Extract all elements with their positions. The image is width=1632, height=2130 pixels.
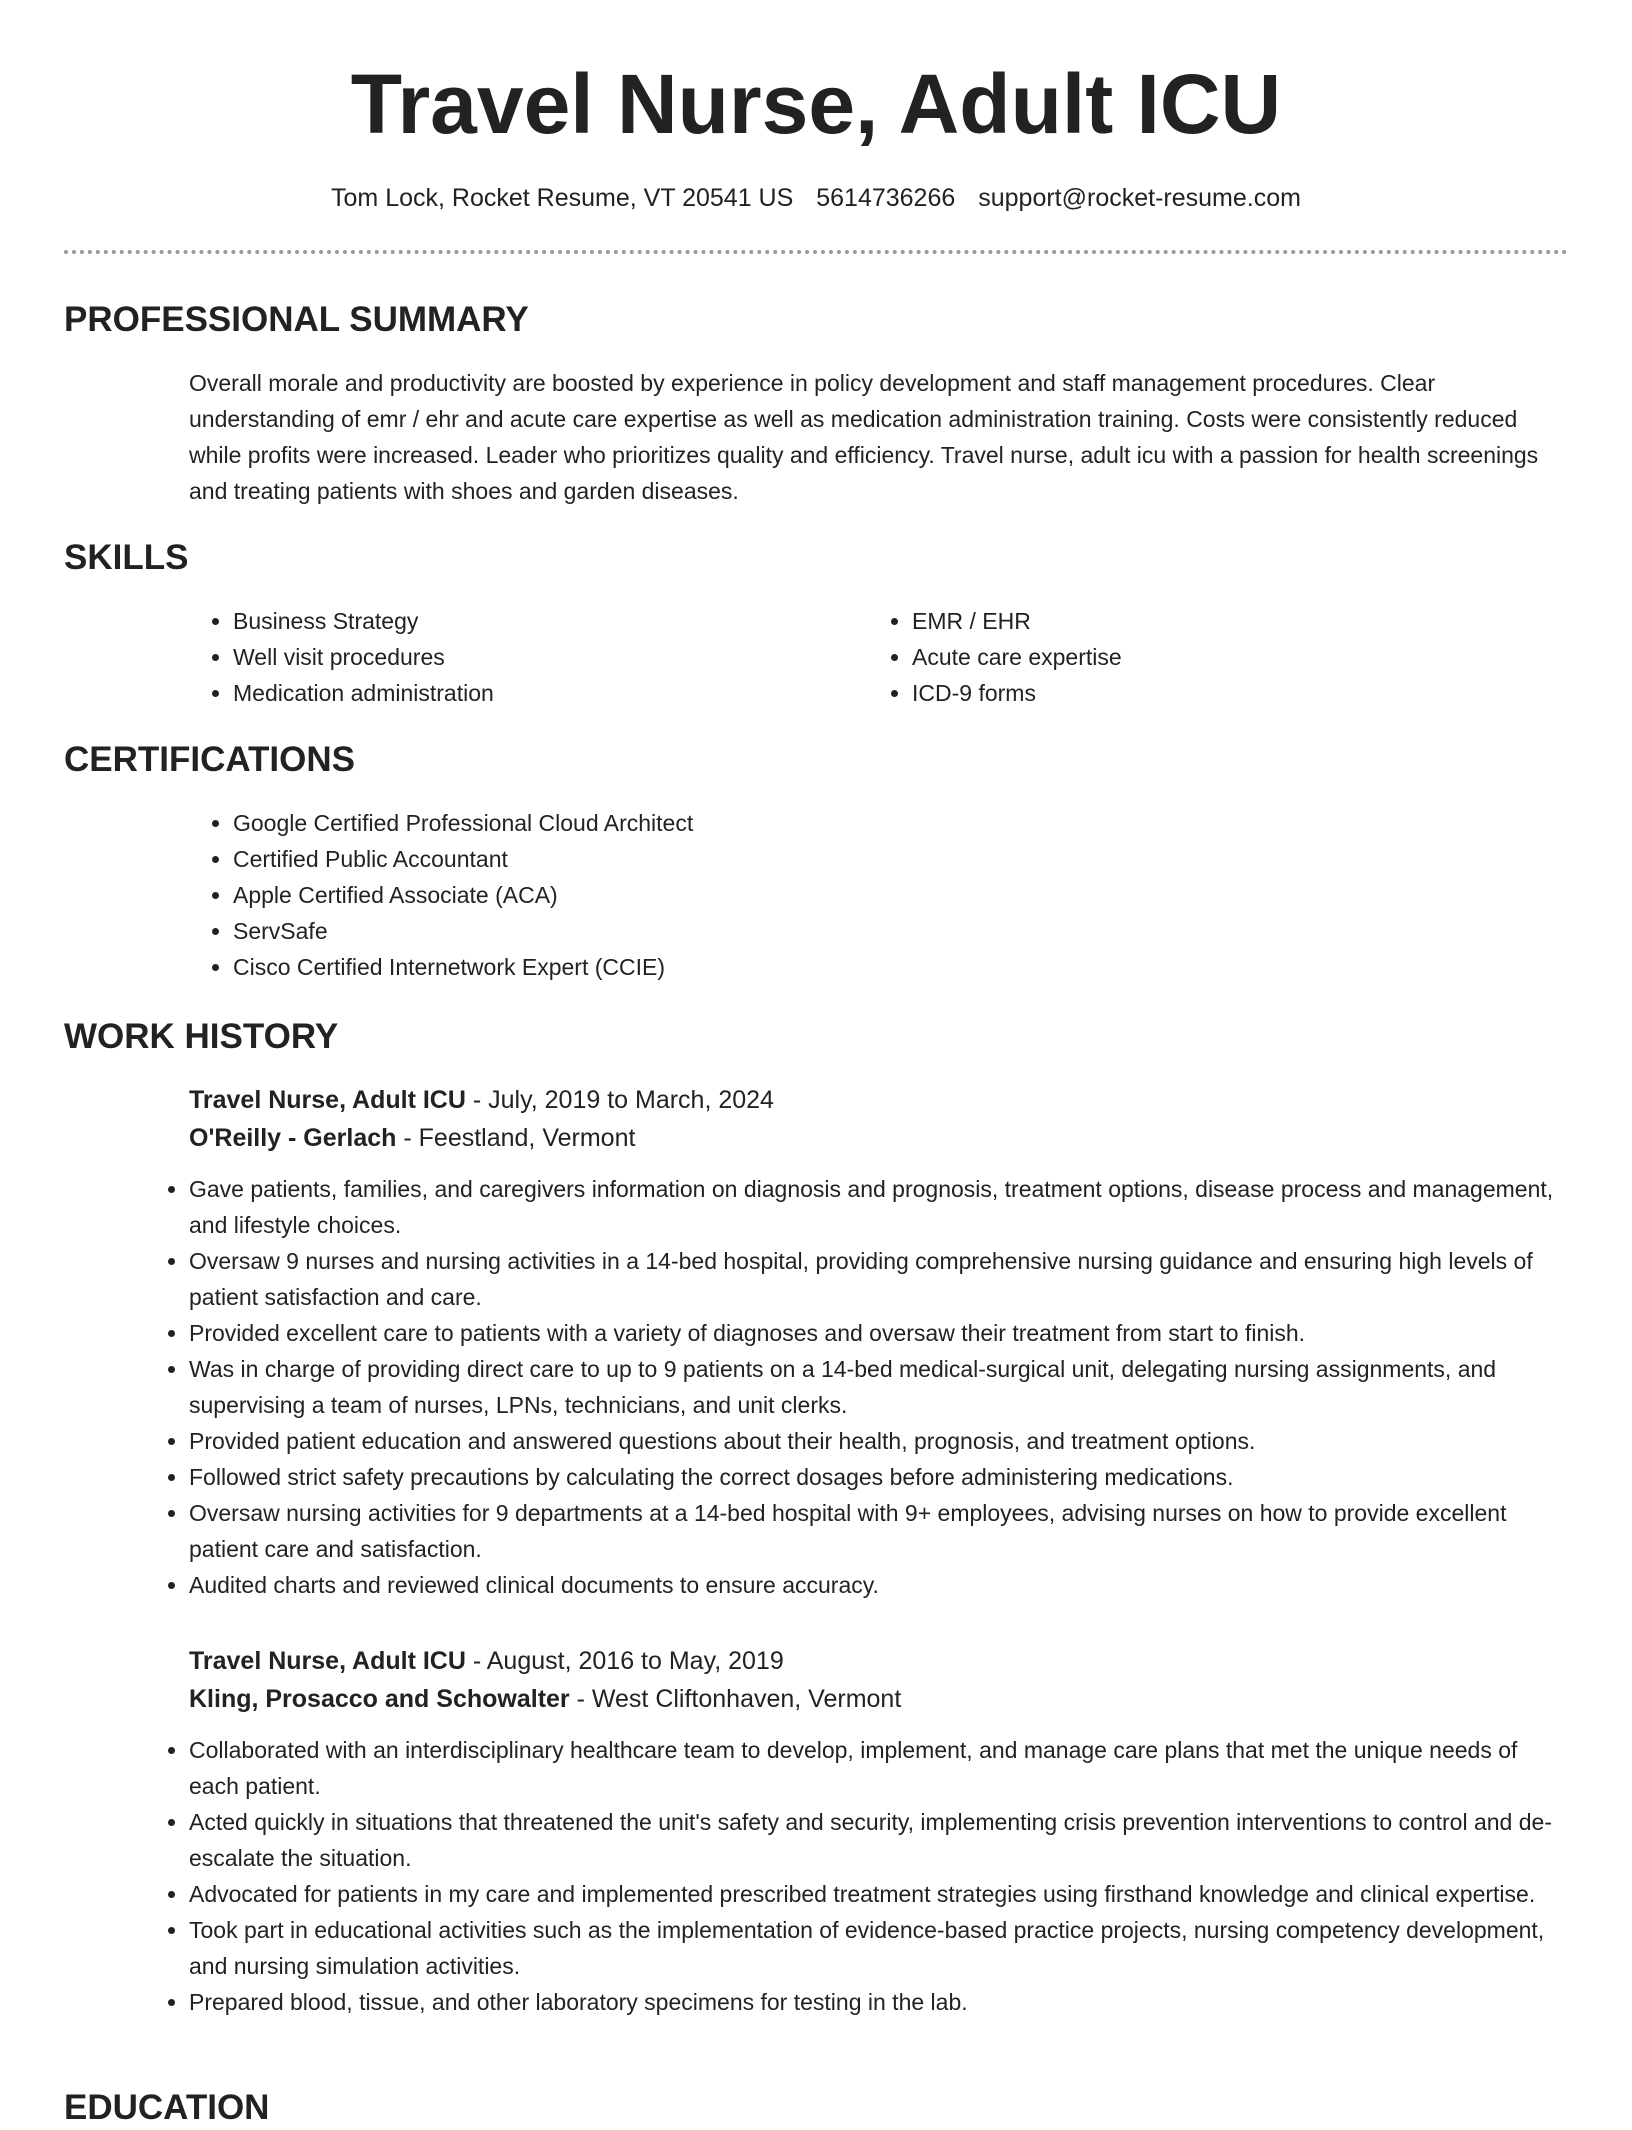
- job-title-line: [189, 1642, 1569, 1680]
- job-bullet: • Took part in educational activities such as the implementation of evidence-based practice projects, nursing competency development, and nursing simulation activities.: [189, 1912, 1569, 1984]
- certifications-list: [189, 805, 1533, 985]
- job-title-line: [189, 1081, 1569, 1119]
- skills-heading: SKILLS: [64, 538, 189, 577]
- job-title: Travel Nurse, Adult ICU: [189, 1647, 466, 1675]
- skills-list-right: [868, 603, 1512, 711]
- contact-phone: 5614736266: [816, 184, 956, 212]
- job-title: Travel Nurse, Adult ICU: [189, 1086, 466, 1114]
- skills-list-left: [189, 603, 833, 711]
- job-bullet: • Oversaw nursing activities for 9 departments at a 14-bed hospital with 9+ employees, advising nurses on how to provide excellent patient care and satisfaction.: [189, 1495, 1569, 1567]
- job-bullet: • Followed strict safety precautions by calculating the correct dosages before administering medications.: [189, 1459, 1569, 1495]
- skill-item: • Medication administration: [233, 675, 833, 711]
- job-bullets: [145, 1171, 1569, 1603]
- header-divider: [64, 250, 1568, 254]
- job-bullet: • Prepared blood, tissue, and other laboratory specimens for testing in the lab.: [189, 1984, 1569, 2020]
- job-bullet: • Acted quickly in situations that threatened the unit's safety and security, implementing crisis prevention interventions to control and de-escalate the situation.: [189, 1804, 1569, 1876]
- contact-address: Tom Lock, Rocket Resume, VT 20541 US: [331, 184, 794, 212]
- certification-item: • Certified Public Accountant: [233, 841, 1533, 877]
- job-location: - Feestland, Vermont: [396, 1124, 636, 1152]
- skill-item: • ICD-9 forms: [912, 675, 1512, 711]
- work-entry: [189, 1081, 1569, 1603]
- job-location: - West Cliftonhaven, Vermont: [569, 1685, 902, 1713]
- contact-email: support@rocket-resume.com: [978, 184, 1301, 212]
- summary-text: Overall morale and productivity are boosted by experience in policy development and staff management procedures. Clear understanding of emr / ehr and acute care expertise as well as medication administration training. Costs were consistently reduced while profits were increased. Leader who prioritizes quality and efficiency. Travel nurse, adult icu with a passion for health screenings and treating patients with shoes and garden diseases.: [189, 370, 1539, 504]
- contact-line: [0, 180, 1632, 216]
- skill-item: • EMR / EHR: [912, 603, 1512, 639]
- job-company-line: [189, 1119, 1569, 1157]
- job-bullet: • Advocated for patients in my care and implemented prescribed treatment strategies using firsthand knowledge and clinical expertise.: [189, 1876, 1569, 1912]
- job-bullet: • Oversaw 9 nurses and nursing activities in a 14-bed hospital, providing comprehensive nursing guidance and ensuring high levels of patient satisfaction and care.: [189, 1243, 1569, 1315]
- job-bullet: • Gave patients, families, and caregivers information on diagnosis and prognosis, treatment options, disease process and management, and lifestyle choices.: [189, 1171, 1569, 1243]
- certification-item: • Cisco Certified Internetwork Expert (CCIE): [233, 949, 1533, 985]
- job-bullet: • Provided excellent care to patients with a variety of diagnoses and oversaw their treatment from start to finish.: [189, 1315, 1569, 1351]
- certification-item: • Google Certified Professional Cloud Architect: [233, 805, 1533, 841]
- job-bullets: [145, 1732, 1569, 2020]
- resume-title: Travel Nurse, Adult ICU: [350, 57, 1282, 151]
- skill-item: • Acute care expertise: [912, 639, 1512, 675]
- certification-item: • ServSafe: [233, 913, 1533, 949]
- education-heading: EDUCATION: [64, 2088, 270, 2127]
- work-history-heading: WORK HISTORY: [64, 1017, 339, 1056]
- certifications-heading: CERTIFICATIONS: [64, 740, 356, 779]
- job-bullet: • Provided patient education and answered questions about their health, prognosis, and treatment options.: [189, 1423, 1569, 1459]
- job-bullet: • Collaborated with an interdisciplinary healthcare team to develop, implement, and manage care plans that met the unique needs of each patient.: [189, 1732, 1569, 1804]
- certification-item: • Apple Certified Associate (ACA): [233, 877, 1533, 913]
- skill-item: • Well visit procedures: [233, 639, 833, 675]
- summary-heading: PROFESSIONAL SUMMARY: [64, 300, 529, 339]
- job-dates: - July, 2019 to March, 2024: [465, 1086, 774, 1114]
- job-company: Kling, Prosacco and Schowalter: [189, 1685, 570, 1713]
- job-company-line: [189, 1680, 1569, 1718]
- job-bullet: • Audited charts and reviewed clinical documents to ensure accuracy.: [189, 1567, 1569, 1603]
- work-entry: [189, 1642, 1569, 2020]
- job-dates: - August, 2016 to May, 2019: [465, 1647, 784, 1675]
- skill-item: • Business Strategy: [233, 603, 833, 639]
- job-company: O'Reilly - Gerlach: [189, 1124, 397, 1152]
- job-bullet: • Was in charge of providing direct care to up to 9 patients on a 14-bed medical-surgical unit, delegating nursing assignments, and supervising a team of nurses, LPNs, technicians, and unit clerks.: [189, 1351, 1569, 1423]
